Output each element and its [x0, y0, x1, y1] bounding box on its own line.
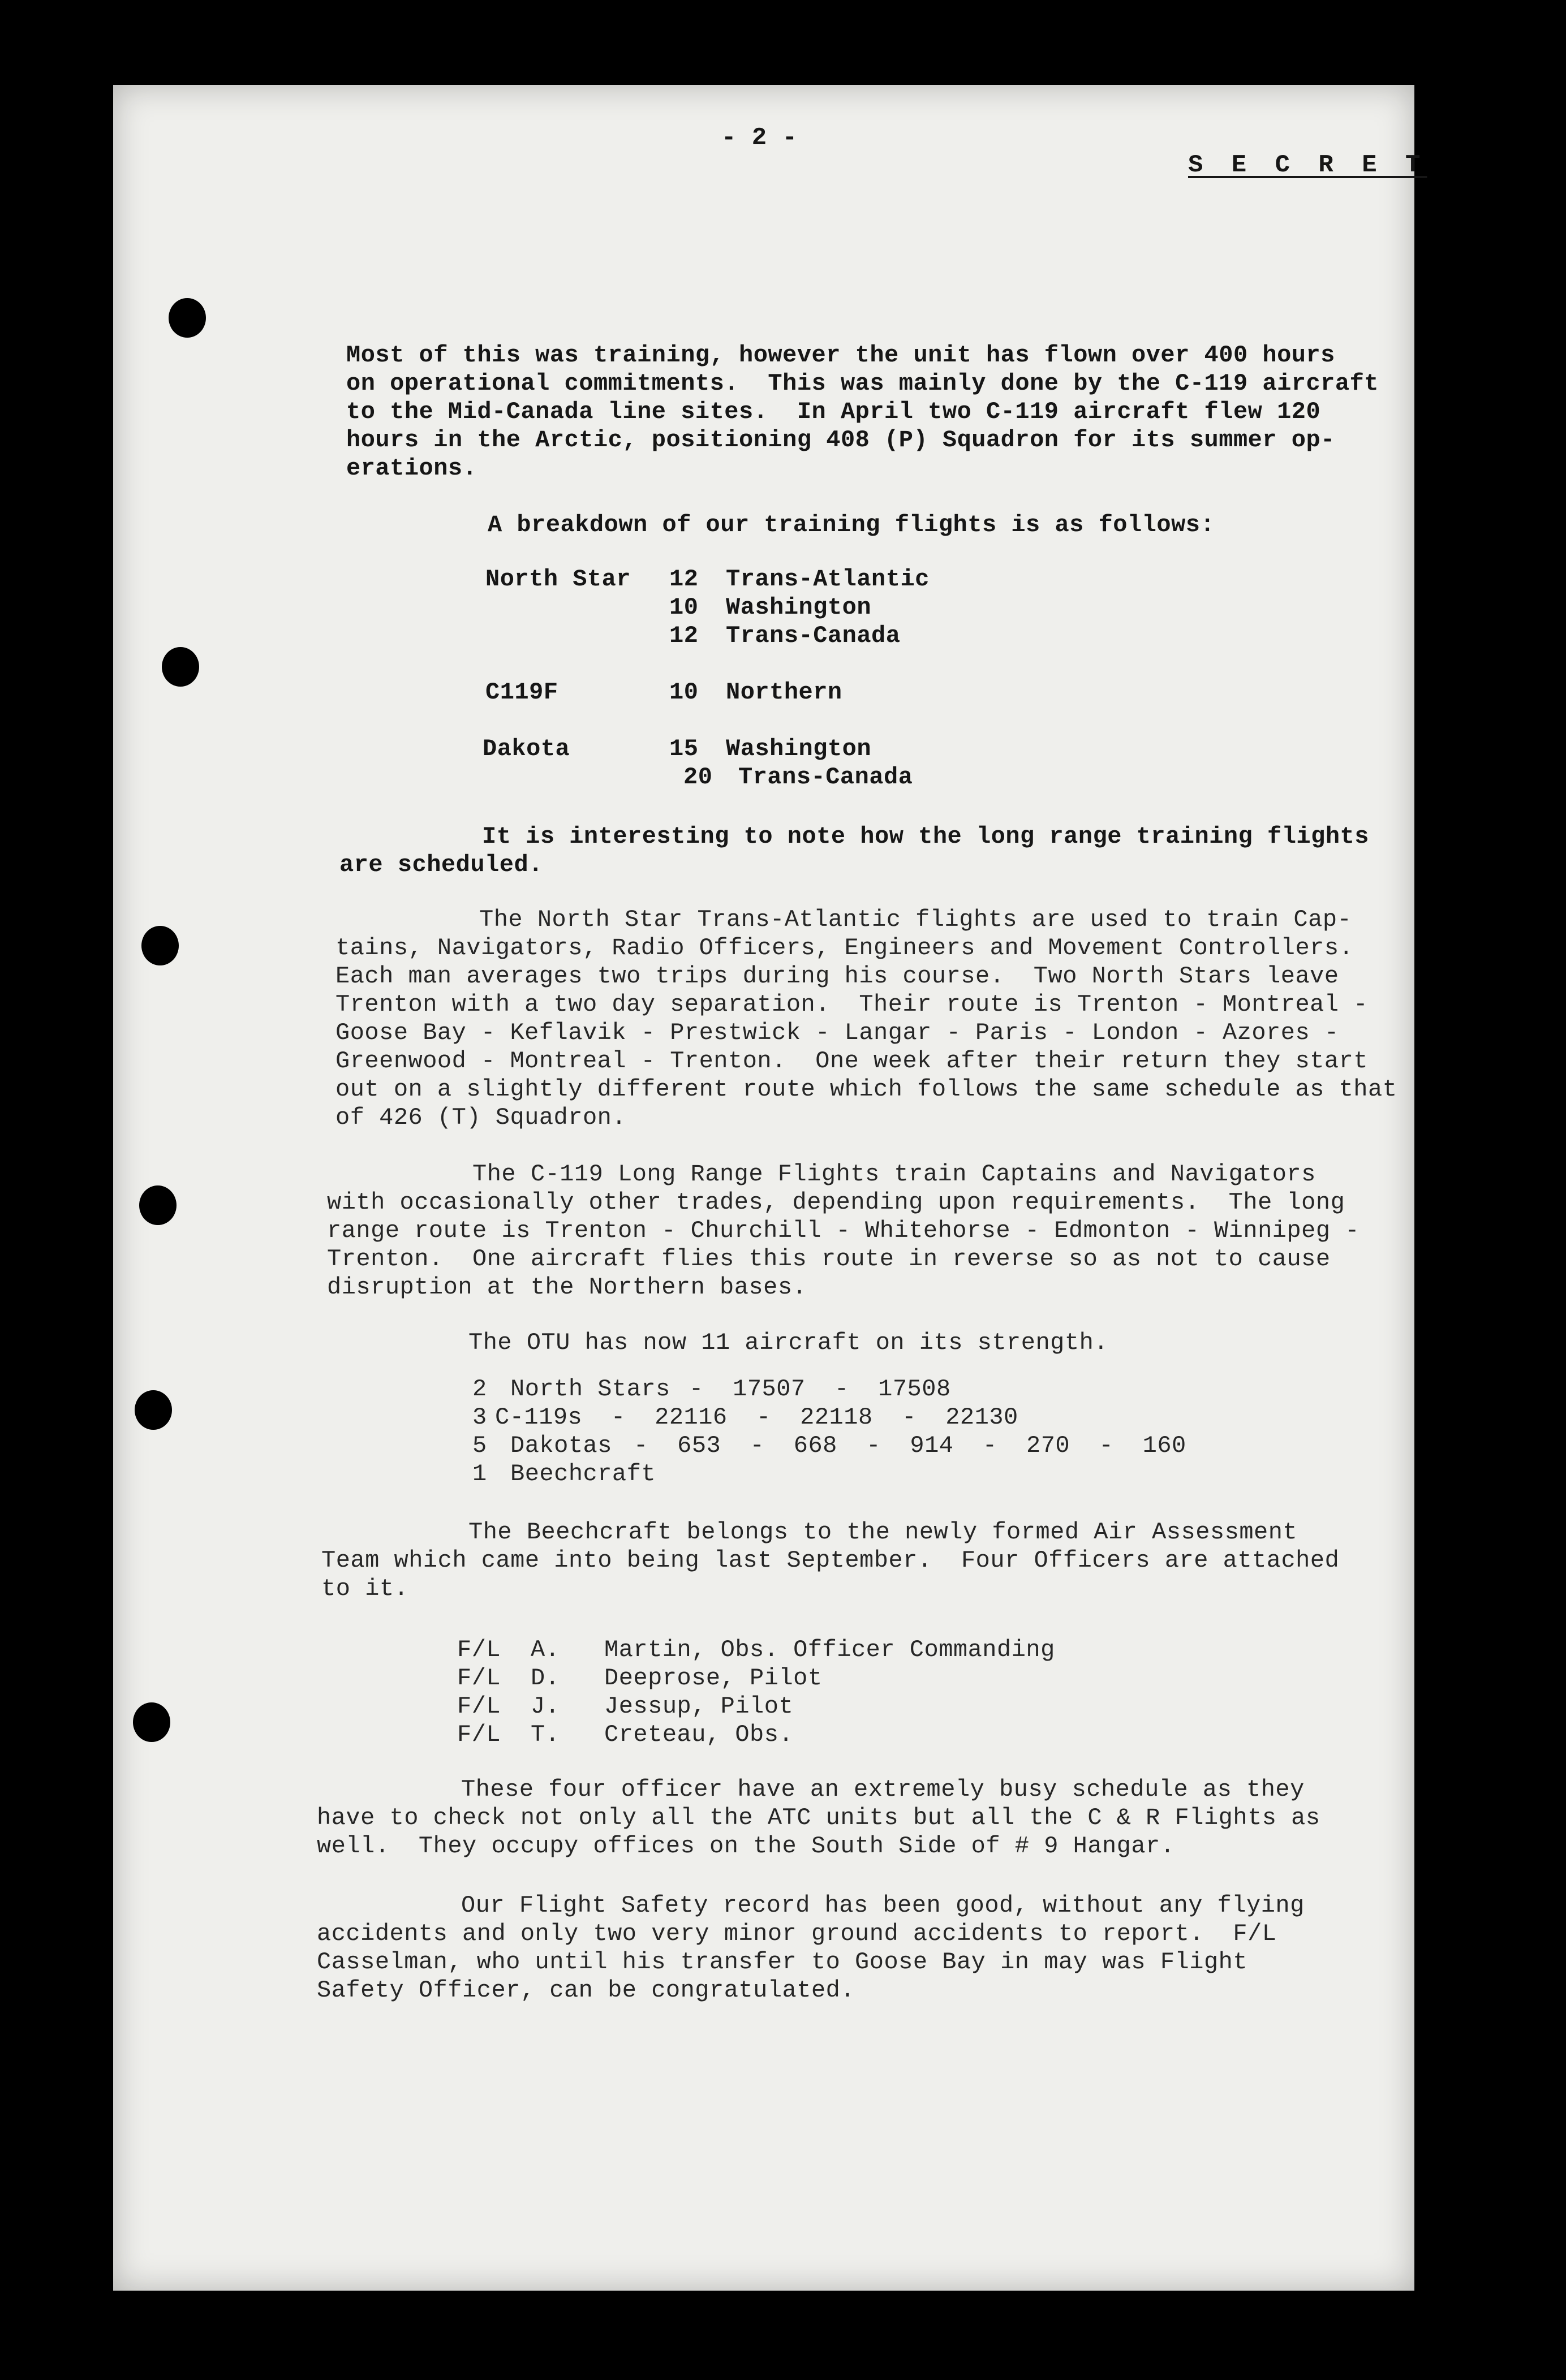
flight-count-cell: 15 [669, 735, 699, 762]
officer-rank: F/L [457, 1721, 501, 1748]
officer-rank: F/L [457, 1665, 501, 1692]
text-line: Trenton. One aircraft flies this route in reverse so as not to cause [327, 1245, 1331, 1273]
text-line: Our Flight Safety record has been good, without any flying [461, 1892, 1305, 1919]
text-line: The C-119 Long Range Flights train Captains and Navigators [472, 1161, 1316, 1188]
text-line: with occasionally other trades, depending upon requirements. The long [327, 1189, 1345, 1216]
binder-hole [141, 926, 179, 965]
aircraft-type: North Stars [510, 1376, 670, 1403]
aircraft-cell: C119F [485, 679, 558, 706]
route-cell: Trans-Canada [738, 764, 913, 791]
aircraft-count: 1 [472, 1460, 487, 1488]
page-number: - 2 - [721, 124, 798, 152]
officer-rank: F/L [457, 1693, 501, 1720]
officer-name: Jessup, Pilot [604, 1693, 794, 1720]
text-line: It is interesting to note how the long range training flights [482, 823, 1369, 850]
aircraft-count: 5 [472, 1432, 487, 1459]
text-line: hours in the Arctic, positioning 408 (P) Squadron for its summer op- [346, 426, 1335, 454]
aircraft-cell: Dakota [483, 735, 570, 762]
text-line: Team which came into being last September. Four Officers are attached [321, 1547, 1340, 1574]
text-line: to the Mid-Canada line sites. In April two C-119 aircraft flew 120 [346, 398, 1321, 425]
officer-name: Creteau, Obs. [604, 1721, 794, 1748]
text-line: accidents and only two very minor ground accidents to report. F/L [317, 1920, 1277, 1947]
aircraft-cell: North Star [485, 566, 631, 593]
flight-count-cell: 12 [669, 622, 699, 649]
text-line: The North Star Trans-Atlantic flights are used to train Cap- [479, 906, 1352, 933]
breakdown-intro: A breakdown of our training flights is as follows: [488, 511, 1215, 538]
aircraft-strength-intro: The OTU has now 11 aircraft on its strength. [468, 1329, 1108, 1356]
security-classification: S E C R E T [1188, 151, 1427, 179]
text-line: range route is Trenton - Churchill - Whitehorse - Edmonton - Winnipeg - [327, 1217, 1360, 1244]
binder-hole [162, 647, 199, 687]
officer-initial: J. [531, 1693, 560, 1720]
aircraft-serials: - 22116 - 22118 - 22130 [611, 1404, 1018, 1431]
route-cell: Trans-Atlantic [726, 566, 930, 593]
text-line: The Beechcraft belongs to the newly formed Air Assessment [468, 1519, 1298, 1546]
officer-initial: D. [531, 1665, 560, 1692]
aircraft-serials: - 17507 - 17508 [689, 1376, 951, 1403]
route-cell: Northern [726, 679, 842, 706]
officer-initial: T. [531, 1721, 560, 1748]
aircraft-type: Dakotas [510, 1432, 612, 1459]
flight-count-cell: 10 [669, 594, 699, 621]
text-line: well. They occupy offices on the South Side of # 9 Hangar. [317, 1833, 1175, 1860]
text-line: Trenton with a two day separation. Their route is Trenton - Montreal - [335, 991, 1368, 1018]
officer-rank: F/L [457, 1636, 501, 1663]
text-line: Greenwood - Montreal - Trenton. One week after their return they start [335, 1047, 1368, 1075]
route-cell: Washington [726, 594, 872, 621]
officer-initial: A. [531, 1636, 560, 1663]
text-line: on operational commitments. This was mainly done by the C-119 aircraft [346, 370, 1379, 397]
aircraft-count: 3 [472, 1404, 487, 1431]
aircraft-serials: - 653 - 668 - 914 - 270 - 160 [634, 1432, 1186, 1459]
officer-name: Martin, Obs. Officer Commanding [604, 1636, 1055, 1663]
binder-hole [135, 1390, 172, 1430]
binder-hole [169, 298, 206, 338]
aircraft-type: Beechcraft [510, 1460, 656, 1488]
text-line: Most of this was training, however the unit has flown over 400 hours [346, 342, 1335, 369]
text-line: are scheduled. [339, 851, 543, 878]
text-line: These four officer have an extremely busy schedule as they [461, 1776, 1305, 1803]
text-line: Casselman, who until his transfer to Goose Bay in may was Flight [317, 1948, 1248, 1976]
route-cell: Washington [726, 735, 872, 762]
flight-count-cell: 12 [669, 566, 699, 593]
aircraft-type: C-119s [495, 1404, 583, 1431]
text-line: Goose Bay - Keflavik - Prestwick - Langar - Paris - London - Azores - [335, 1019, 1339, 1046]
text-line: Each man averages two trips during his course. Two North Stars leave [335, 963, 1339, 990]
text-line: have to check not only all the ATC units but all the C & R Flights as [317, 1804, 1320, 1831]
flight-count-cell: 10 [669, 679, 699, 706]
text-line: to it. [321, 1575, 409, 1602]
text-line: erations. [346, 455, 477, 482]
text-line: tains, Navigators, Radio Officers, Engineers and Movement Controllers. [335, 934, 1354, 962]
text-line: disruption at the Northern bases. [327, 1274, 807, 1301]
binder-hole [139, 1185, 177, 1225]
text-line: out on a slightly different route which follows the same schedule as that [335, 1076, 1397, 1103]
aircraft-count: 2 [472, 1376, 487, 1403]
officer-name: Deeprose, Pilot [604, 1665, 823, 1692]
route-cell: Trans-Canada [726, 622, 901, 649]
binder-hole [133, 1702, 170, 1742]
text-line: of 426 (T) Squadron. [335, 1104, 627, 1131]
text-line: Safety Officer, can be congratulated. [317, 1977, 855, 2004]
flight-count-cell: 20 [683, 764, 713, 791]
